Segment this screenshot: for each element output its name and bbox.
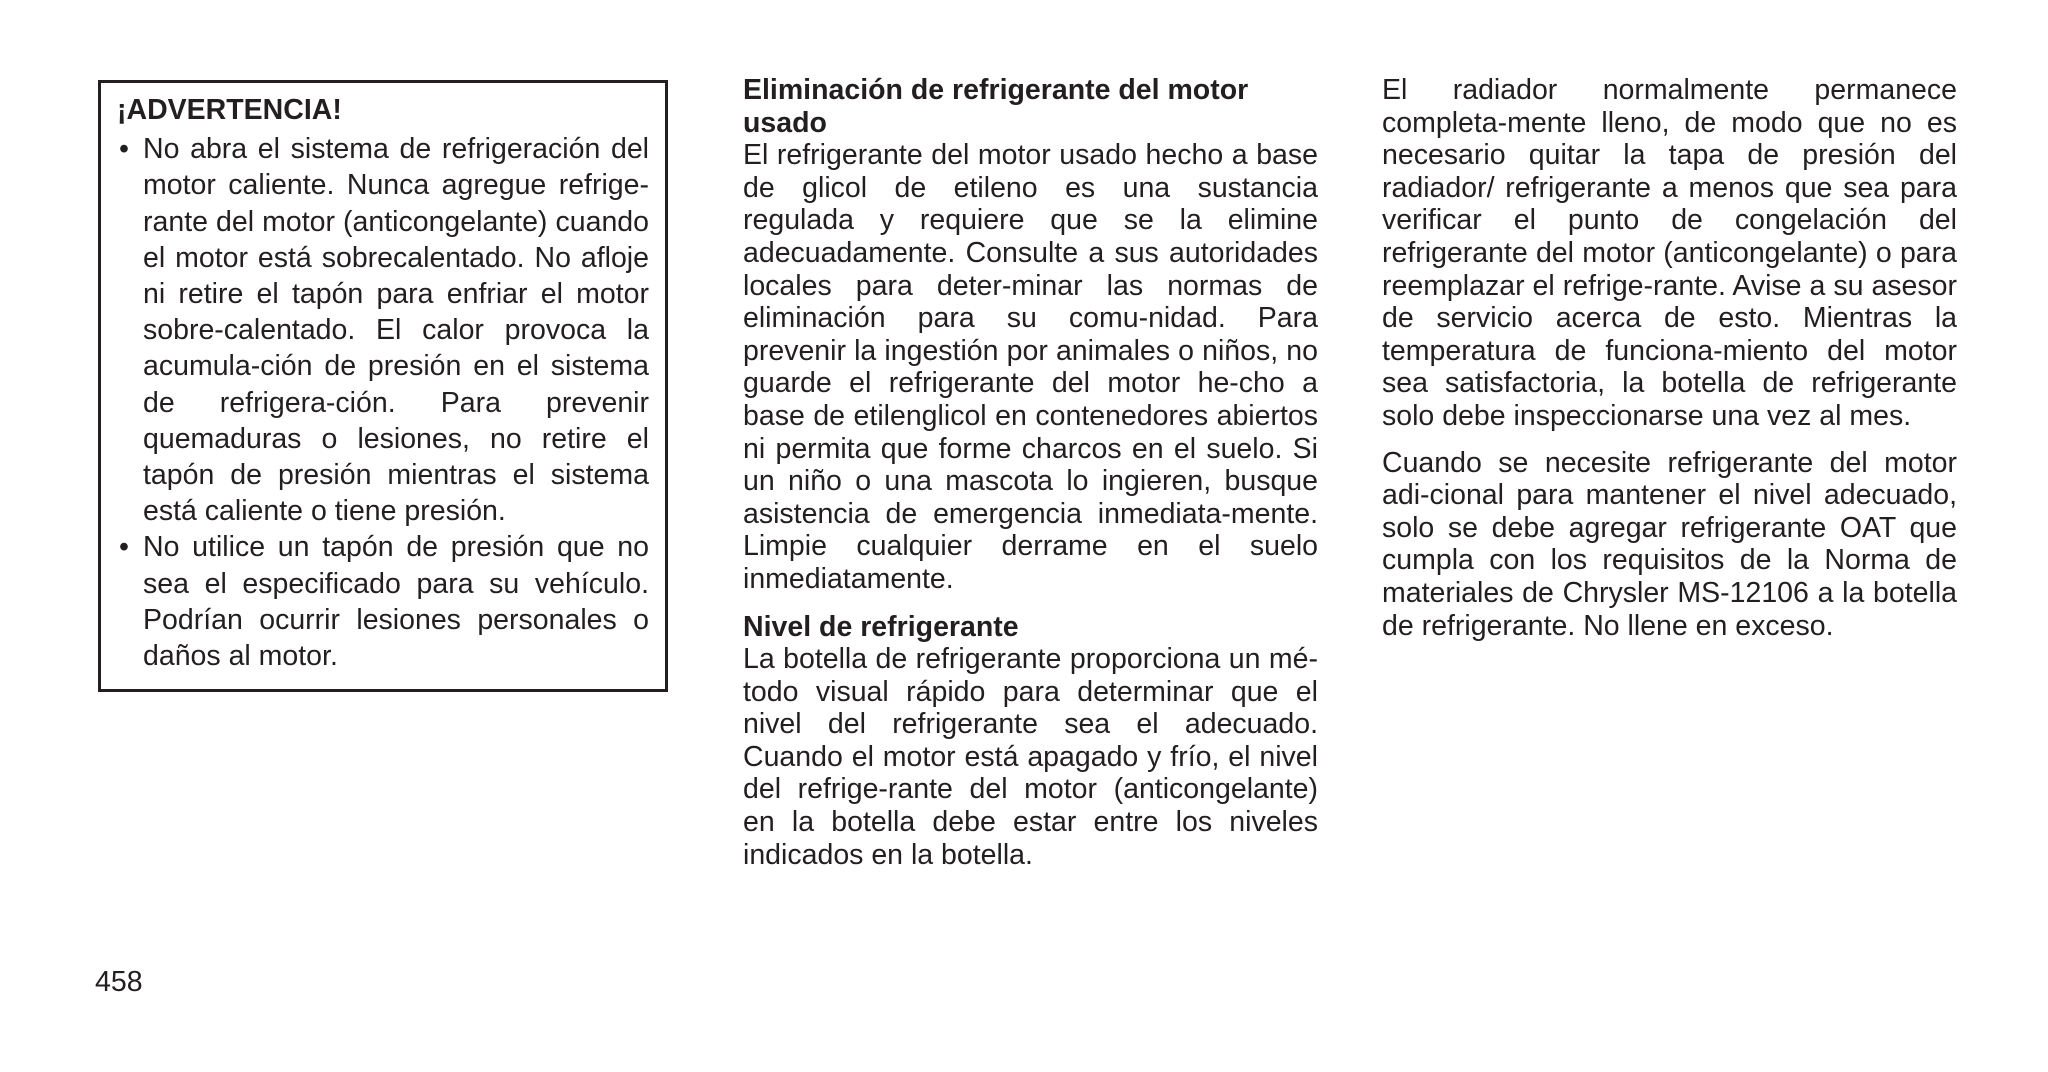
bullet-icon: • (119, 133, 129, 166)
warning-item (117, 529, 649, 674)
coolant-disposal-paragraph: El refrigerante del motor usado hecho a base de glicol de etileno es una sustancia regulada y requiere que se la elimine adecuadamente. Consulte a sus autoridades locales para deter-minar las normas de eliminación para su comu-nidad. Para prevenir la ingestión por animales o niños, no guarde el refrigerante del motor he-cho a base de etilenglicol en contenedores abiertos ni permita que forme charcos en el suelo. Si un niño o una mascota lo ingieren, busque asistencia de emergencia inmediata-mente. Limpie cualquier derrame en el suelo inmediatamente. (743, 139, 1318, 595)
warning-title: ¡ADVERTENCIA! (117, 94, 342, 126)
coolant-level-paragraph: La botella de refrigerante proporciona un mé-todo visual rápido para determinar que el nivel del refrigerante sea el adecuado. Cuando el motor está apagado y frío, el nivel del refrige-rante del motor (anticongelante) en la botella debe estar entre los niveles indicados en la botella. (743, 643, 1318, 871)
warning-box (98, 80, 668, 692)
warning-item-text: No abra el sistema de refrigeración del motor caliente. Nunca agregue refrige-rante del motor (anticongelante) cuando el motor está sobrecalentado. No afloje ni retire el tapón para enfriar el motor sobre-calentado. El calor provoca la acumula-ción de presión en el sistema de refrigera-ción. Para prevenir quemaduras o lesiones, no retire el tapón de presión mientras el sistema está caliente o tiene presión. (143, 133, 649, 528)
radiator-paragraph: El radiador normalmente permanece completa-mente lleno, de modo que no es necesario quitar la tapa de presión del radiador/ refrigerante a menos que sea para verificar el punto de congelación del refrigerante del motor (anticongelante) o para reemplazar el refrige-rante. Avise a su asesor de servicio acerca de esto. Mientras la temperatura de funciona-miento del motor sea satisfactoria, la botella de refrigerante solo debe inspeccionarse una vez al mes. (1382, 74, 1957, 432)
warning-item-text: No utilice un tapón de presión que no sea el especificado para su vehículo. Podrían ocurrir lesiones personales o daños al motor. (143, 531, 649, 673)
paragraph-spacer (743, 596, 1318, 611)
additional-coolant-paragraph: Cuando se necesite refrigerante del motor adi-cional para mantener el nivel adecuado, solo se debe agregar refrigerante OAT que cumpla con los requisitos de la Norma de materiales de Chrysler MS-12106 a la botella de refrigerante. No llene en exceso. (1382, 446, 1957, 642)
coolant-disposal-heading: Eliminación de refrigerante del motor usado (743, 74, 1249, 139)
warning-item (117, 131, 649, 529)
paragraph-spacer (1382, 433, 1957, 447)
coolant-level-heading: Nivel de refrigerante (743, 610, 1019, 643)
right-column (1382, 74, 1957, 642)
warning-list (117, 131, 649, 674)
bullet-icon: • (119, 531, 129, 564)
middle-column (743, 74, 1318, 871)
page-number: 458 (95, 966, 143, 998)
